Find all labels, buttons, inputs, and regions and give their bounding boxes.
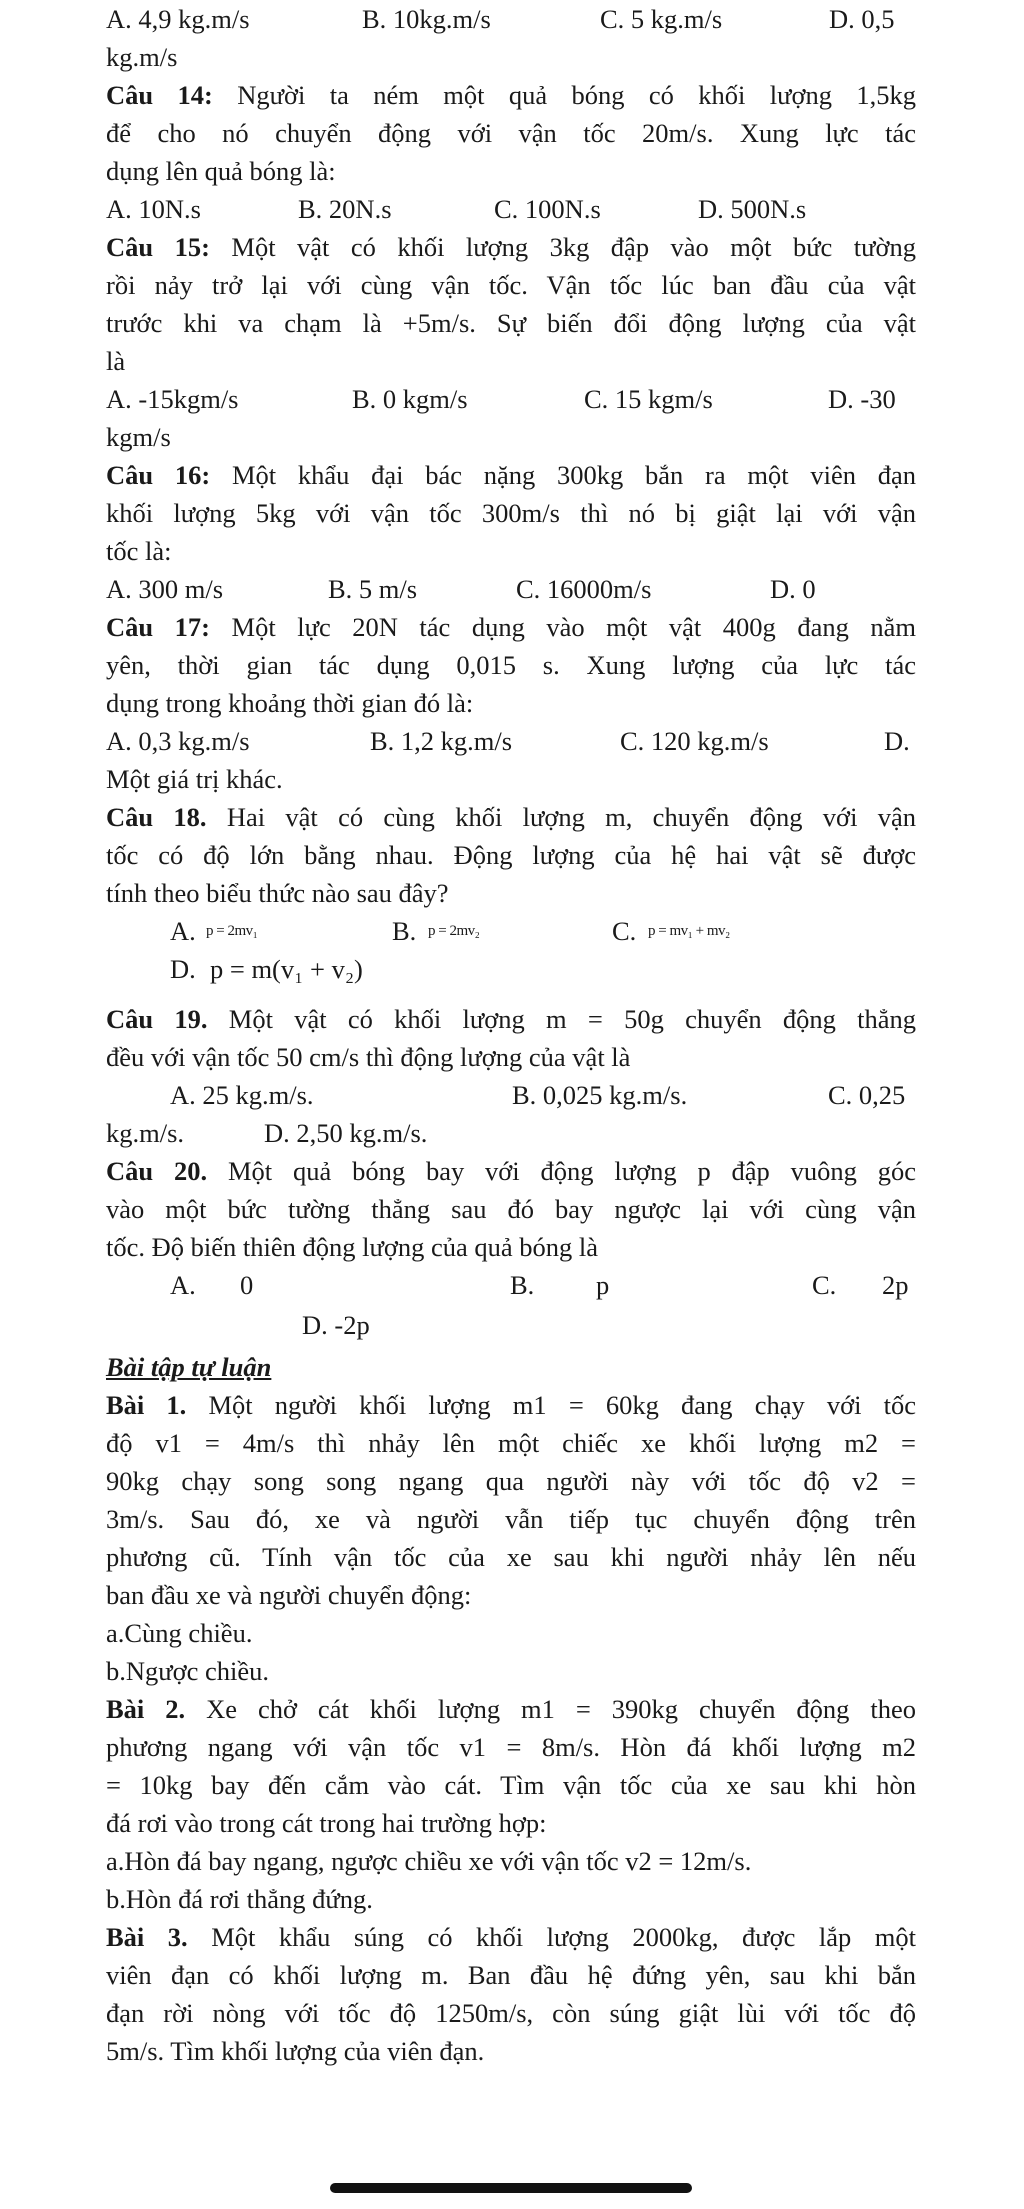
- q18-option-d-row: [170, 950, 980, 988]
- bai2-part-a: a.Hòn đá bay ngang, ngược chiều xe với vận tốc v2 = 12m/s.: [106, 1846, 752, 1876]
- bai1-line-2: độ v1 = 4m/s thì nhảy lên một chiếc xe khối lượng m2 =: [106, 1428, 916, 1458]
- q19-line-2: đều với vận tốc 50 cm/s thì động lượng của vật là: [106, 1042, 631, 1072]
- q20-line-3: tốc. Độ biến thiên động lượng của quả bóng là: [106, 1232, 599, 1262]
- q17-option-wrap: Một giá trị khác.: [106, 764, 283, 794]
- q17-option-a: A. 0,3 kg.m/s: [106, 726, 250, 756]
- q20-options: [170, 1266, 980, 1304]
- q13-option-b: B. 10kg.m/s: [362, 4, 491, 34]
- q16-label: Câu 16:: [106, 460, 211, 490]
- q15-options: [106, 380, 916, 418]
- q20-value-a: 0: [240, 1270, 254, 1300]
- q15-line-2: rồi nảy trở lại với cùng vận tốc. Vận tốc lúc ban đầu của vật: [106, 270, 916, 300]
- bai2-line-3: = 10kg bay đến cắm vào cát. Tìm vận tốc của xe sau khi hòn: [106, 1770, 916, 1800]
- q17-option-c: C. 120 kg.m/s: [620, 726, 769, 756]
- q13-options: [106, 0, 916, 38]
- q20-label: Câu 20.: [106, 1156, 208, 1186]
- q19-options: [170, 1076, 980, 1114]
- q13-option-c: C. 5 kg.m/s: [600, 4, 723, 34]
- q15-option-b: B. 0 kgm/s: [352, 384, 468, 414]
- home-indicator[interactable]: [330, 2183, 692, 2193]
- q18-option-b: B.: [392, 916, 417, 946]
- q13-option-a: A. 4,9 kg.m/s: [106, 4, 250, 34]
- bai3-line-1: Bài 3. Một khẩu súng có khối lượng 2000kg, được lắp một: [106, 1922, 916, 1952]
- q18-line-1: Câu 18. Hai vật có cùng khối lượng m, chuyển động với vận: [106, 802, 916, 832]
- q18-formula-c: p = mv₁ + mv₂: [648, 923, 730, 939]
- bai3-line-4: 5m/s. Tìm khối lượng của viên đạn.: [106, 2036, 485, 2066]
- q18-line-3: tính theo biểu thức nào sau đây?: [106, 878, 449, 908]
- q18-option-d: D.: [170, 954, 196, 984]
- q14-line-2: để cho nó chuyển động với vận tốc 20m/s. Xung lực tác: [106, 118, 916, 148]
- q20-option-a: A.: [170, 1270, 196, 1300]
- q19-option-b: B. 0,025 kg.m/s.: [512, 1080, 688, 1110]
- q19-option-a: A. 25 kg.m/s.: [170, 1080, 314, 1110]
- bai1-line-5: phương cũ. Tính vận tốc của xe sau khi người nhảy lên nếu: [106, 1542, 916, 1572]
- bai1-part-b: b.Ngược chiều.: [106, 1656, 270, 1686]
- q18-formula-b: p = 2mv₂: [428, 923, 480, 939]
- q19-option-wrap: kg.m/s.: [106, 1118, 185, 1148]
- bai2-line-4: đá rơi vào trong cát trong hai trường hợp:: [106, 1808, 547, 1838]
- bai1-label: Bài 1.: [106, 1390, 187, 1420]
- q13-option-wrap: kg.m/s: [106, 42, 178, 72]
- q16-line-2: khối lượng 5kg với vận tốc 300m/s thì nó bị giật lại với vận: [106, 498, 916, 528]
- q14-options: [106, 190, 916, 228]
- bai2-line-2: phương ngang với vận tốc v1 = 8m/s. Hòn đá khối lượng m2: [106, 1732, 916, 1762]
- q16-line-3: tốc là:: [106, 536, 172, 566]
- q19-label: Câu 19.: [106, 1004, 208, 1034]
- q14-option-d: D. 500N.s: [698, 194, 807, 224]
- q18-label: Câu 18.: [106, 802, 207, 832]
- q15-option-d: D. -30: [828, 384, 896, 414]
- q20-value-c: 2p: [882, 1270, 909, 1300]
- q19-option-c: C. 0,25: [828, 1080, 906, 1110]
- q17-label: Câu 17:: [106, 612, 210, 642]
- q15-line-1: Câu 15: Một vật có khối lượng 3kg đập vào một bức tường: [106, 232, 917, 262]
- q20-line-2: vào một bức tường thẳng sau đó bay ngược lại với cùng vận: [106, 1194, 916, 1224]
- q16-option-a: A. 300 m/s: [106, 574, 224, 604]
- bai1-line-4: 3m/s. Sau đó, xe và người vẫn tiếp tục chuyển động trên: [106, 1504, 916, 1534]
- q17-line-1: Câu 17: Một lực 20N tác dụng vào một vật 400g đang nằm: [106, 612, 916, 642]
- section-title: Bài tập tự luận: [106, 1352, 272, 1382]
- q18-option-c: C.: [612, 916, 637, 946]
- q19-option-d: D. 2,50 kg.m/s.: [264, 1118, 428, 1148]
- q20-value-b: p: [596, 1270, 610, 1300]
- bai3-line-2: viên đạn có khối lượng m. Ban đầu hệ đứng yên, sau khi bắn: [106, 1960, 916, 1990]
- q18-options: [170, 912, 980, 950]
- bai1-line-3: 90kg chạy song song ngang qua người này với tốc độ v2 =: [106, 1466, 916, 1496]
- q18-option-a: A.: [170, 916, 196, 946]
- q16-options: [106, 570, 916, 608]
- q20-option-c: C.: [812, 1270, 837, 1300]
- q17-line-2: yên, thời gian tác dụng 0,015 s. Xung lượng của lực tác: [106, 650, 916, 680]
- q14-option-b: B. 20N.s: [298, 194, 392, 224]
- bai1-line-6: ban đầu xe và người chuyển động:: [106, 1580, 472, 1610]
- q20-line-1: Câu 20. Một quả bóng bay với động lượng p đập vuông góc: [106, 1156, 917, 1186]
- q18-formula-a: p = 2mv₁: [206, 923, 258, 939]
- q19-line-1: Câu 19. Một vật có khối lượng m = 50g chuyển động thẳng: [106, 1004, 916, 1034]
- q15-option-c: C. 15 kgm/s: [584, 384, 713, 414]
- q20-option-d: D. -2p: [302, 1310, 370, 1340]
- q14-line-1: Câu 14: Người ta ném một quả bóng có khối lượng 1,5kg: [106, 80, 917, 110]
- q15-line-4: là: [106, 346, 126, 376]
- q17-options: [106, 722, 916, 760]
- q16-option-c: C. 16000m/s: [516, 574, 652, 604]
- bai2-line-1: Bài 2. Xe chở cát khối lượng m1 = 390kg chuyển động theo: [106, 1694, 917, 1724]
- q15-line-3: trước khi va chạm là +5m/s. Sự biến đổi động lượng của vật: [106, 308, 916, 338]
- q16-option-d: D. 0: [770, 574, 816, 604]
- q17-line-3: dụng trong khoảng thời gian đó là:: [106, 688, 474, 718]
- q20-option-b: B.: [510, 1270, 535, 1300]
- q16-option-b: B. 5 m/s: [328, 574, 418, 604]
- bai3-line-3: đạn rời nòng với tốc độ 1250m/s, còn súng giật lùi với tốc độ: [106, 1998, 916, 2028]
- q18-formula-d: p = m(v₁ + v₂): [210, 954, 363, 984]
- q14-option-a: A. 10N.s: [106, 194, 201, 224]
- q16-line-1: Câu 16: Một khẩu đại bác nặng 300kg bắn ra một viên đạn: [106, 460, 916, 490]
- q15-label: Câu 15:: [106, 232, 210, 262]
- q19-wrap-row: [106, 1114, 916, 1152]
- q13-option-d: D. 0,5: [829, 4, 895, 34]
- bai2-part-b: b.Hòn đá rơi thẳng đứng.: [106, 1884, 373, 1914]
- q17-option-d: D.: [884, 726, 910, 756]
- q15-option-a: A. -15kgm/s: [106, 384, 239, 414]
- bai1-part-a: a.Cùng chiều.: [106, 1618, 253, 1648]
- bai1-line-1: Bài 1. Một người khối lượng m1 = 60kg đang chạy với tốc: [106, 1390, 917, 1420]
- q14-option-c: C. 100N.s: [494, 194, 601, 224]
- bai3-label: Bài 3.: [106, 1922, 188, 1952]
- q14-label: Câu 14:: [106, 80, 213, 110]
- q18-line-2: tốc có độ lớn bằng nhau. Động lượng của hệ hai vật sẽ được: [106, 840, 916, 870]
- q17-option-b: B. 1,2 kg.m/s: [370, 726, 513, 756]
- bai2-label: Bài 2.: [106, 1694, 186, 1724]
- q14-line-3: dụng lên quả bóng là:: [106, 156, 336, 186]
- q15-option-wrap: kgm/s: [106, 422, 171, 452]
